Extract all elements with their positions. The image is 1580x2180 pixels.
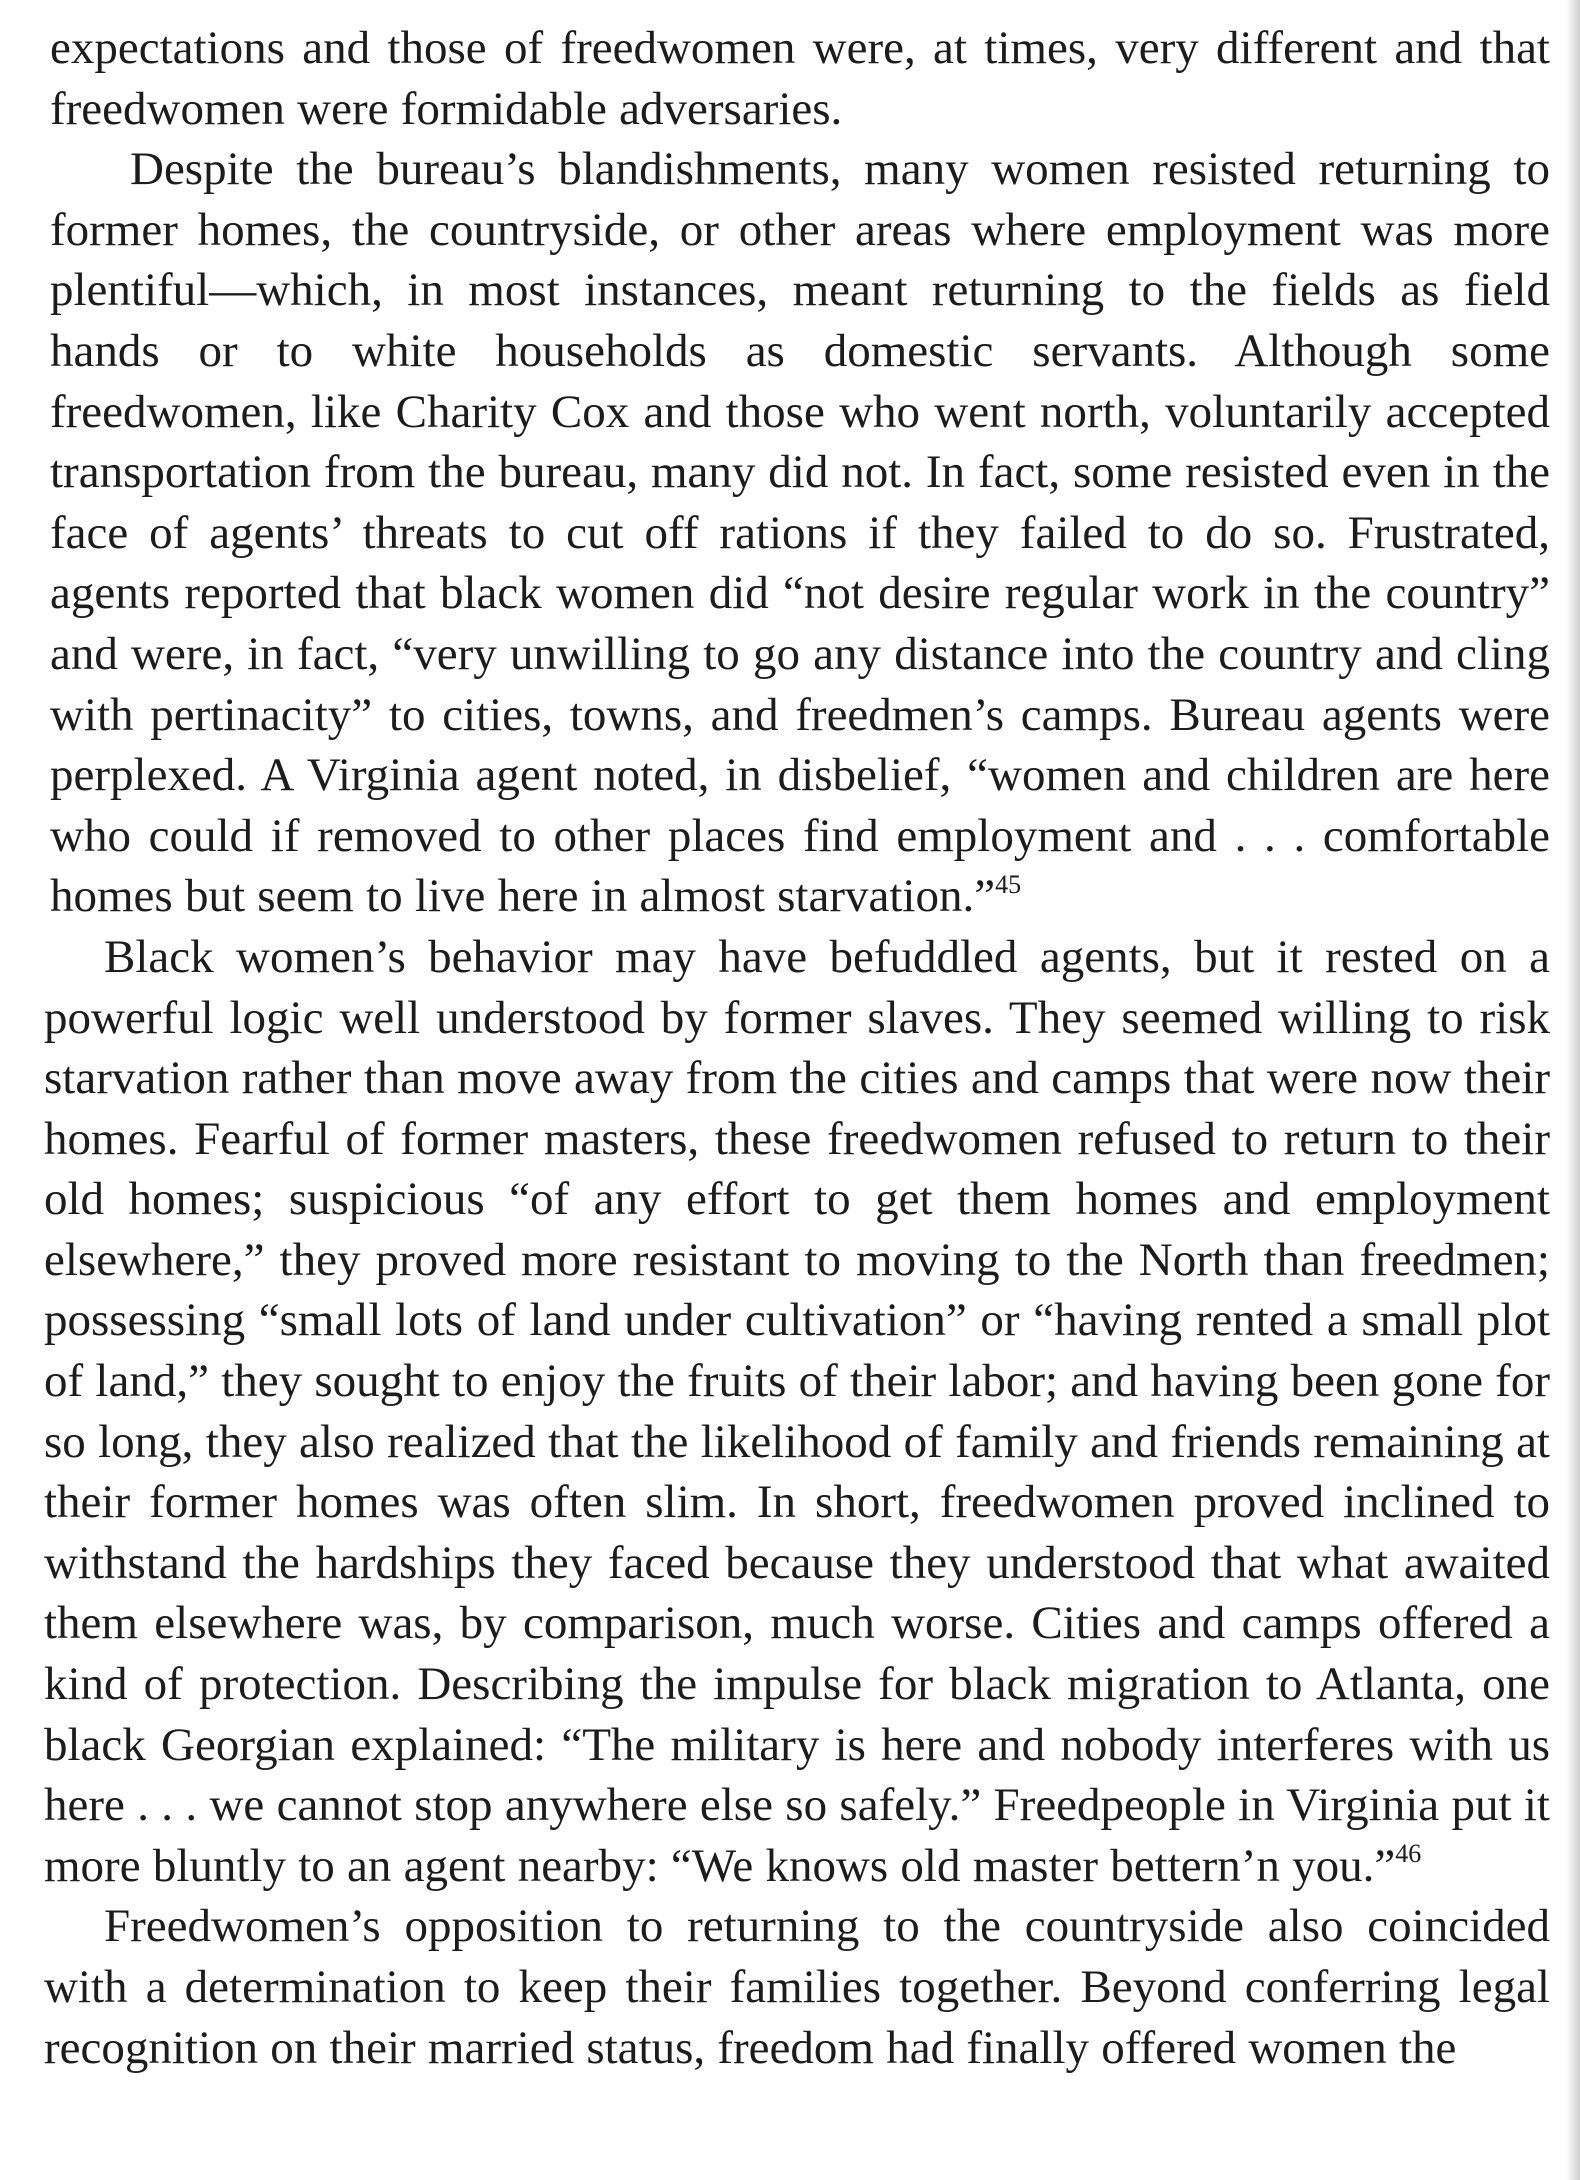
footnote-ref-46: 46 [1395, 1839, 1422, 1869]
page-edge-shadow [1566, 0, 1580, 2180]
paragraph-1-text: expectations and those of freedwomen were, at times, very different and that freedwomen were formidable adversaries. [50, 22, 1550, 135]
footnote-ref-45: 45 [995, 869, 1022, 899]
paragraph-3 [44, 927, 1550, 1897]
paragraph-1 [50, 18, 1550, 139]
paragraph-2-text: Despite the bureau’s blandishments, many women resisted returning to former homes, the countryside, or other areas where employment was more plentiful—which, in most instances, meant returning to the fields as field hands or to white households as domestic servants. Although some freedwomen, like Charity Cox and those who went north, voluntarily accepted transportation from the bureau, many did not. In fact, some resisted even in the face of agents’ threats to cut off rations if they failed to do so. Frustrated, agents reported that black women did “not desire regular work in the country” and were, in fact, “very unwilling to go any distance into the country and cling with pertinacity” to cities, towns, and freedmen’s camps. Bureau agents were perplexed. A Virginia agent noted, in disbelief, “women and children are here who could if removed to other places find employment and . . . comfortable homes but seem to live here in almost starvation.” [50, 143, 1550, 923]
book-page [44, 18, 1550, 2078]
paragraph-4 [44, 1896, 1550, 2078]
paragraph-2 [50, 139, 1550, 927]
paragraph-3-text: Black women’s behavior may have befuddled agents, but it rested on a powerful logic well understood by former slaves. They seemed willing to risk starvation rather than move away from the cities and camps that were now their homes. Fearful of former masters, these freedwomen refused to return to their old homes; suspicious “of any effort to get them homes and employment elsewhere,” they proved more resistant to moving to the North than freedmen; possessing “small lots of land under cultivation” or “having rented a small plot of land,” they sought to enjoy the fruits of their labor; and having been gone for so long, they also realized that the likelihood of family and friends remaining at their former homes was often slim. In short, freedwomen proved inclined to withstand the hardships they faced because they understood that what awaited them elsewhere was, by comparison, much worse. Cities and camps offered a kind of protection. Describing the impulse for black migration to Atlanta, one black Georgian explained: “The military is here and nobody interferes with us here . . . we cannot stop anywhere else so safely.” Freedpeople in Virginia put it more bluntly to an agent nearby: “We knows old master bettern’n you.” [44, 930, 1550, 1892]
paragraph-4-text: Freedwomen’s opposition to returning to the countryside also coincided with a determination to keep their families together. Beyond conferring legal recognition on their married status, freedom had finally offered women the [44, 1900, 1550, 2074]
